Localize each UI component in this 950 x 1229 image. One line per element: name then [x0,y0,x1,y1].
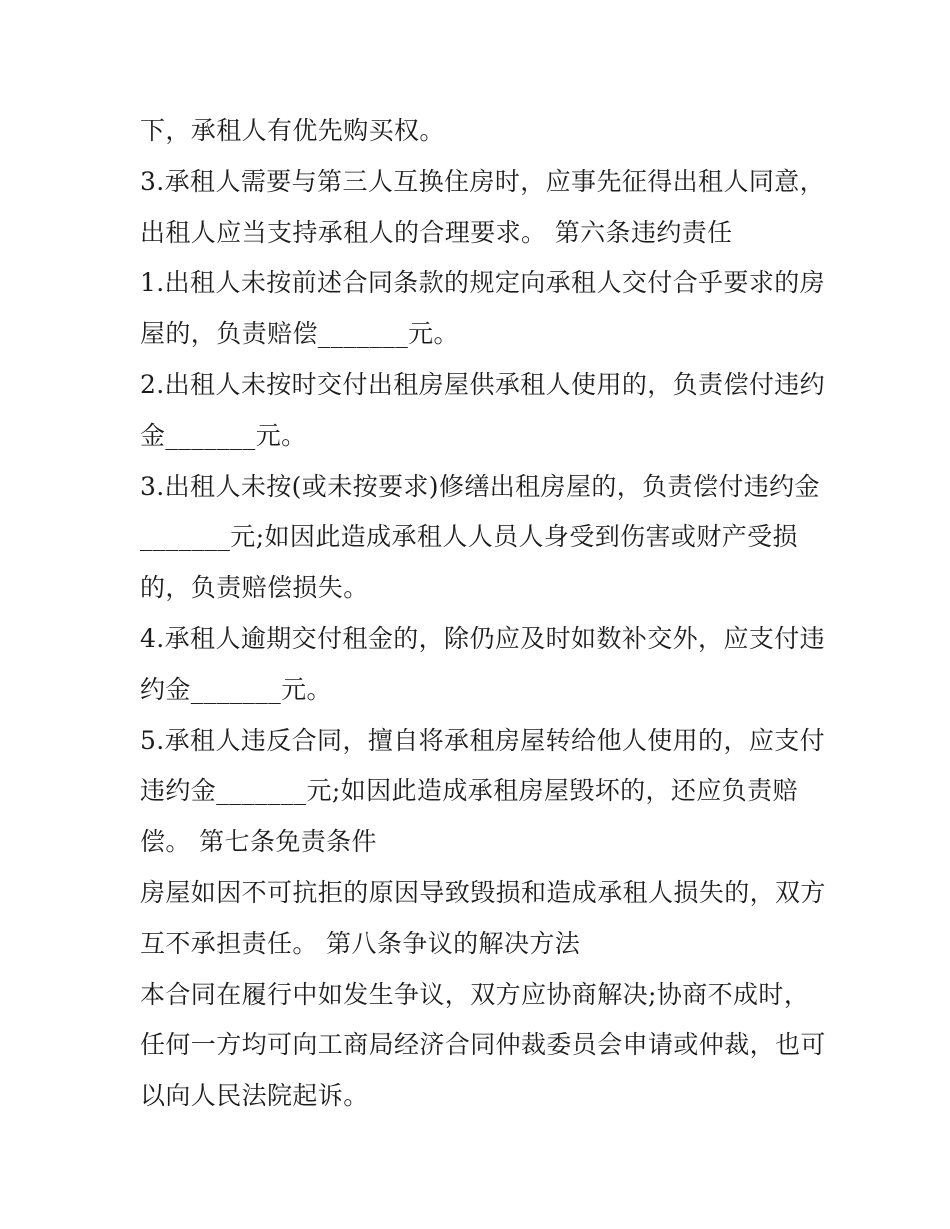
text-line: 本合同在履行中如发生争议，双方应协商解决;协商不成时， [140,979,810,1009]
document-body [140,106,840,1122]
text-line: 偿。 第七条免责条件 [140,827,377,857]
text-line: _______元;如因此造成承租人人员人身受到伤害或财产受损 [140,522,798,552]
text-line: 房屋如因不可抗拒的原因导致毁损和造成承租人损失的，双方 [140,877,826,907]
text-line: 金_______元。 [140,420,307,450]
text-line: 屋的，负责赔偿_______元。 [140,319,459,349]
text-line: 1.出租人未按前述合同条款的规定向承租人交付合乎要求的房 [140,268,826,298]
text-line: 互不承担责任。 第八条争议的解决方法 [140,928,581,958]
text-line: 5.承租人违反合同，擅自将承租房屋转给他人使用的，应支付 [140,725,826,755]
text-line: 约金_______元。 [140,674,332,704]
text-line: 下，承租人有优先购买权。 [140,116,445,145]
text-line: 任何一方均可向工商局经济合同仲裁委员会申请或仲裁，也可 [140,1030,826,1060]
text-line: 的，负责赔偿损失。 [140,573,369,603]
text-line: 出租人应当支持承租人的合理要求。 第六条违约责任 [140,217,733,247]
text-line: 违约金_______元;如因此造成承租房屋毁坏的，还应负责赔 [140,776,798,806]
text-line: 4.承租人逾期交付租金的，除仍应及时如数补交外，应支付违 [140,623,826,653]
text-line: 3.承租人需要与第三人互换住房时，应事先征得出租人同意， [140,166,826,196]
text-line: 2.出租人未按时交付出租房屋供承租人使用的，负责偿付违约 [140,369,826,399]
text-line: 以向人民法院起诉。 [140,1081,369,1111]
text-line: 3.出租人未按(或未按要求)修缮出租房屋的，负责偿付违约金 [140,471,820,501]
